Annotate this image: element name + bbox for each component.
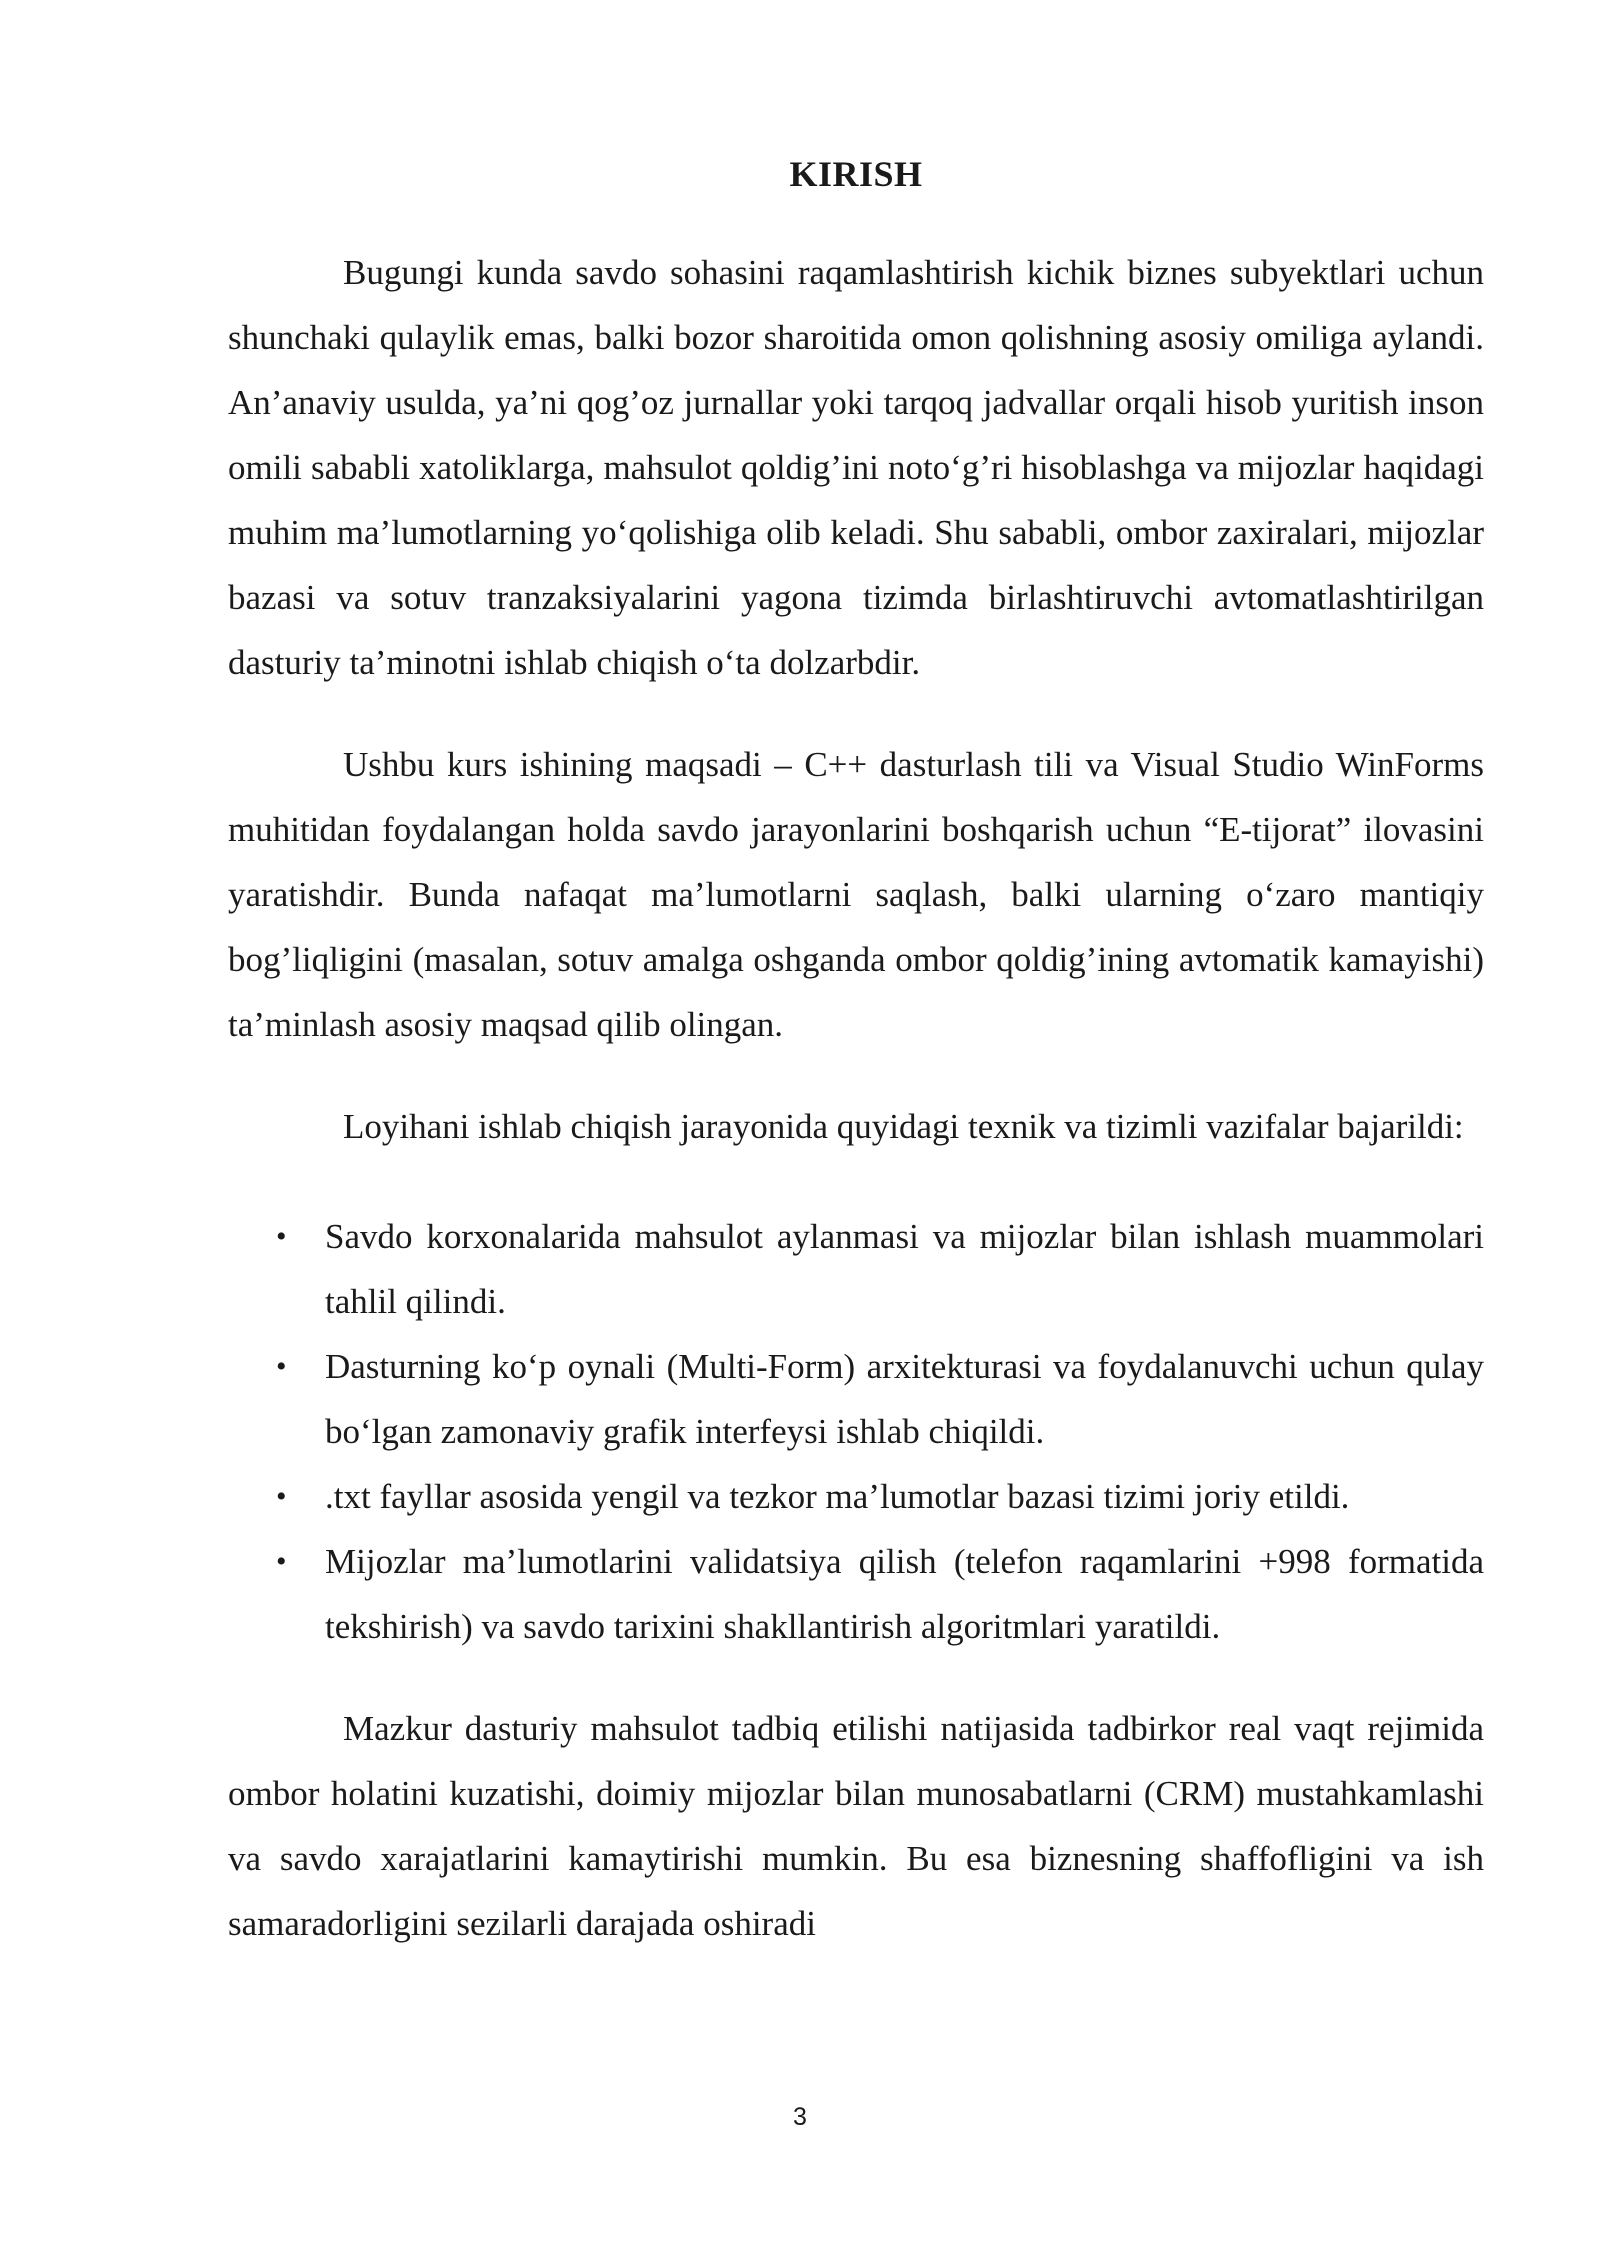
document-page bbox=[228, 150, 1484, 1956]
list-item-text: Dasturning ko‘p oynali (Multi-Form) arxitekturasi va foydalanuvchi uchun qulay bo‘lgan zamonaviy grafik interfeysi ishlab chiqildi. bbox=[325, 1347, 1484, 1451]
bullet-icon: • bbox=[276, 1350, 287, 1383]
list-item bbox=[228, 1334, 1484, 1464]
list-item-text: Mijozlar ma’lumotlarini validatsiya qilish (telefon raqamlarini +998 formatida tekshirish) va savdo tarixini shakllantirish algoritmlari yaratildi. bbox=[325, 1542, 1484, 1646]
task-list bbox=[228, 1204, 1484, 1659]
bullet-icon: • bbox=[276, 1545, 287, 1578]
bullet-icon: • bbox=[276, 1480, 287, 1513]
list-item-text: Savdo korxonalarida mahsulot aylanmasi va mijozlar bilan ishlash muammolari tahlil qilindi. bbox=[325, 1217, 1484, 1321]
conclusion-paragraph: Mazkur dasturiy mahsulot tadbiq etilishi natijasida tadbirkor real vaqt rejimida ombor holatini kuzatishi, doimiy mijozlar bilan munosabatlarni (CRM) mustahkamlashi va savdo xarajatlarini kamaytirishi mumkin. Bu esa biznesning shaffofligini va ish samaradorligini sezilarli darajada oshiradi bbox=[228, 1709, 1484, 1943]
goal-paragraph: Ushbu kurs ishining maqsadi – C++ dasturlash tili va Visual Studio WinForms muhitidan foydalangan holda savdo jarayonlarini boshqarish uchun “E-tijorat” ilovasini yaratishdir. Bunda nafaqat ma’lumotlarni saqlash, balki ularning o‘zaro mantiqiy bog’liqligini (masalan, sotuv amalga oshganda ombor qoldig’ining avtomatik kamayishi) ta’minlash asosiy maqsad qilib olingan. bbox=[228, 745, 1484, 1044]
tasks-intro-paragraph: Loyihani ishlab chiqish jarayonida quyidagi texnik va tizimli vazifalar bajarildi: bbox=[343, 1107, 1464, 1146]
list-item bbox=[228, 1529, 1484, 1659]
list-item bbox=[228, 1204, 1484, 1334]
list-item bbox=[228, 1464, 1484, 1529]
page-title: KIRISH bbox=[789, 154, 923, 194]
list-item-text: .txt fayllar asosida yengil va tezkor ma’lumotlar bazasi tizimi joriy etildi. bbox=[325, 1477, 1350, 1516]
bullet-icon: • bbox=[276, 1220, 287, 1253]
page-number: 3 bbox=[793, 2103, 807, 2131]
intro-paragraph: Bugungi kunda savdo sohasini raqamlashtirish kichik biznes subyektlari uchun shunchaki qulaylik emas, balki bozor sharoitida omon qolishning asosiy omiliga aylandi. An’anaviy usulda, ya’ni qog’oz jurnallar yoki tarqoq jadvallar orqali hisob yuritish inson omili sababli xatoliklarga, mahsulot qoldig’ini noto‘g’ri hisoblashga va mijozlar haqidagi muhim ma’lumotlarning yo‘qolishiga olib keladi. Shu sababli, ombor zaxiralari, mijozlar bazasi va sotuv tranzaksiyalarini yagona tizimda birlashtiruvchi avtomatlashtirilgan dasturiy ta’minotni ishlab chiqish o‘ta dolzarbdir. bbox=[228, 253, 1484, 682]
